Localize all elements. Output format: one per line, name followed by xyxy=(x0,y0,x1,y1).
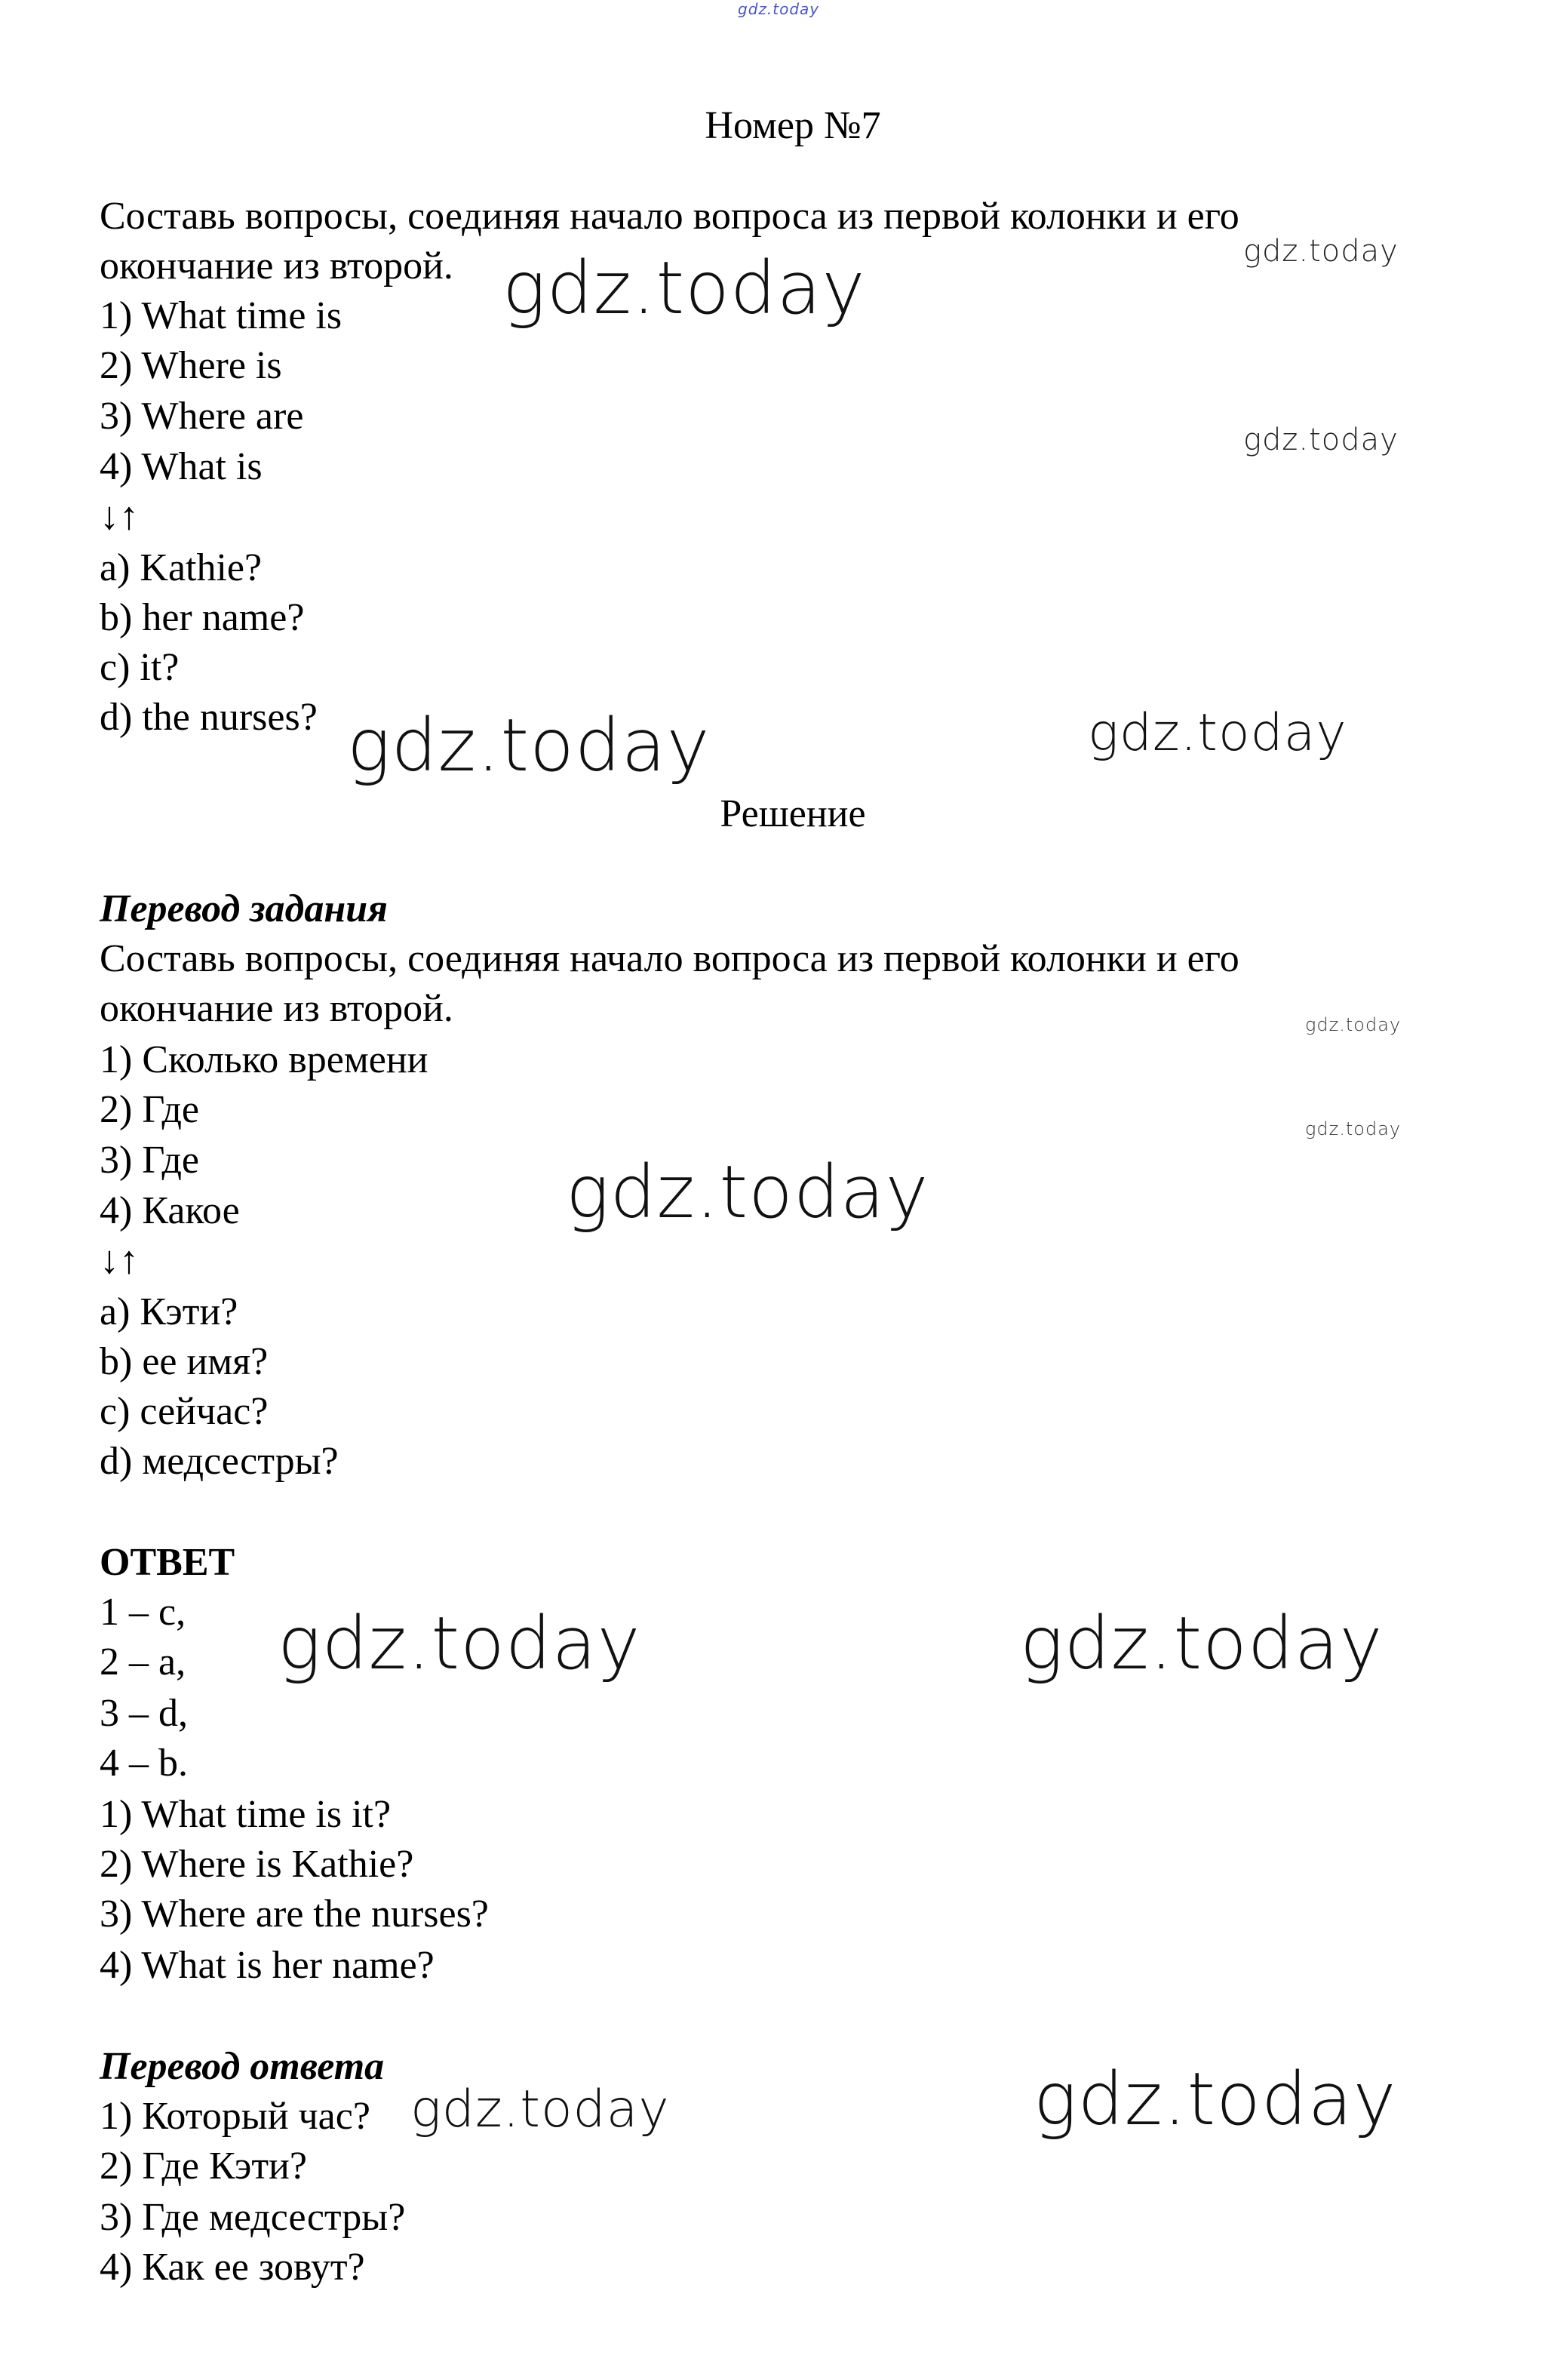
translation-item: 2) Где xyxy=(100,1088,200,1131)
page-title: Номер №7 xyxy=(705,104,881,147)
translation-item: c) сейчас? xyxy=(100,1390,269,1433)
task-item: 3) Where are xyxy=(100,395,304,438)
task-instruction-line-1: Составь вопросы, соединяя начало вопроса из первой колонки и его xyxy=(100,195,1239,238)
answer-translation-sentence: 4) Как ее зовут? xyxy=(100,2246,365,2289)
watermark: gdz.today xyxy=(1243,423,1399,457)
translation-item: b) ее имя? xyxy=(100,1340,269,1383)
answer-translation-sentence: 2) Где Кэти? xyxy=(100,2145,307,2188)
answer-pair: 2 – a, xyxy=(100,1640,186,1684)
answer-translation-sentence: 3) Где медсестры? xyxy=(100,2196,406,2239)
watermark: gdz.today xyxy=(1034,2057,1397,2142)
watermark: gdz.today xyxy=(1088,703,1347,763)
answer-sentence: 3) Where are the nurses? xyxy=(100,1893,489,1936)
watermark: gdz.today xyxy=(278,1601,641,1686)
watermark: gdz.today xyxy=(347,703,711,788)
answer-sentence: 2) Where is Kathie? xyxy=(100,1843,414,1886)
solution-heading: Решение xyxy=(720,792,866,835)
answer-sentence: 1) What time is it? xyxy=(100,1793,392,1836)
task-item: d) the nurses? xyxy=(100,696,318,739)
translation-line-2: окончание из второй. xyxy=(100,987,453,1030)
translation-heading: Перевод задания xyxy=(100,887,388,930)
translation-arrows: ↓↑ xyxy=(100,1239,139,1282)
task-item: c) it? xyxy=(100,646,180,689)
watermark: gdz.today xyxy=(1243,234,1399,269)
task-instruction-line-2: окончание из второй. xyxy=(100,244,453,288)
answer-pair: 4 – b. xyxy=(100,1742,188,1785)
answer-sentence: 4) What is her name? xyxy=(100,1944,435,1987)
translation-item: 1) Сколько времени xyxy=(100,1038,428,1081)
task-item: b) her name? xyxy=(100,596,305,639)
answer-heading: ОТВЕТ xyxy=(100,1541,235,1584)
task-item: a) Kathie? xyxy=(100,546,263,589)
translation-item: a) Кэти? xyxy=(100,1290,238,1333)
task-item: 2) Where is xyxy=(100,344,282,387)
watermark: gdz.today xyxy=(410,2080,670,2139)
answer-pair: 3 – d, xyxy=(100,1692,188,1735)
translation-item: d) медсестры? xyxy=(100,1440,339,1483)
task-item: 4) What is xyxy=(100,445,263,488)
translation-line-1: Составь вопросы, соединяя начало вопроса из первой колонки и его xyxy=(100,937,1239,980)
task-arrows: ↓↑ xyxy=(100,495,139,538)
translation-item: 4) Какое xyxy=(100,1189,240,1232)
watermark: gdz.today xyxy=(1020,1601,1384,1686)
answer-pair: 1 – c, xyxy=(100,1591,186,1634)
watermark: gdz.today xyxy=(1305,1118,1402,1139)
answer-translation-sentence: 1) Который час? xyxy=(100,2095,370,2138)
translation-item: 3) Где xyxy=(100,1139,200,1182)
task-item: 1) What time is xyxy=(100,294,342,337)
watermark: gdz.today xyxy=(1305,1014,1402,1035)
answer-translation-heading: Перевод ответа xyxy=(100,2045,385,2088)
header-watermark: gdz.today xyxy=(738,0,820,18)
watermark: gdz.today xyxy=(502,246,866,331)
watermark: gdz.today xyxy=(566,1150,929,1235)
